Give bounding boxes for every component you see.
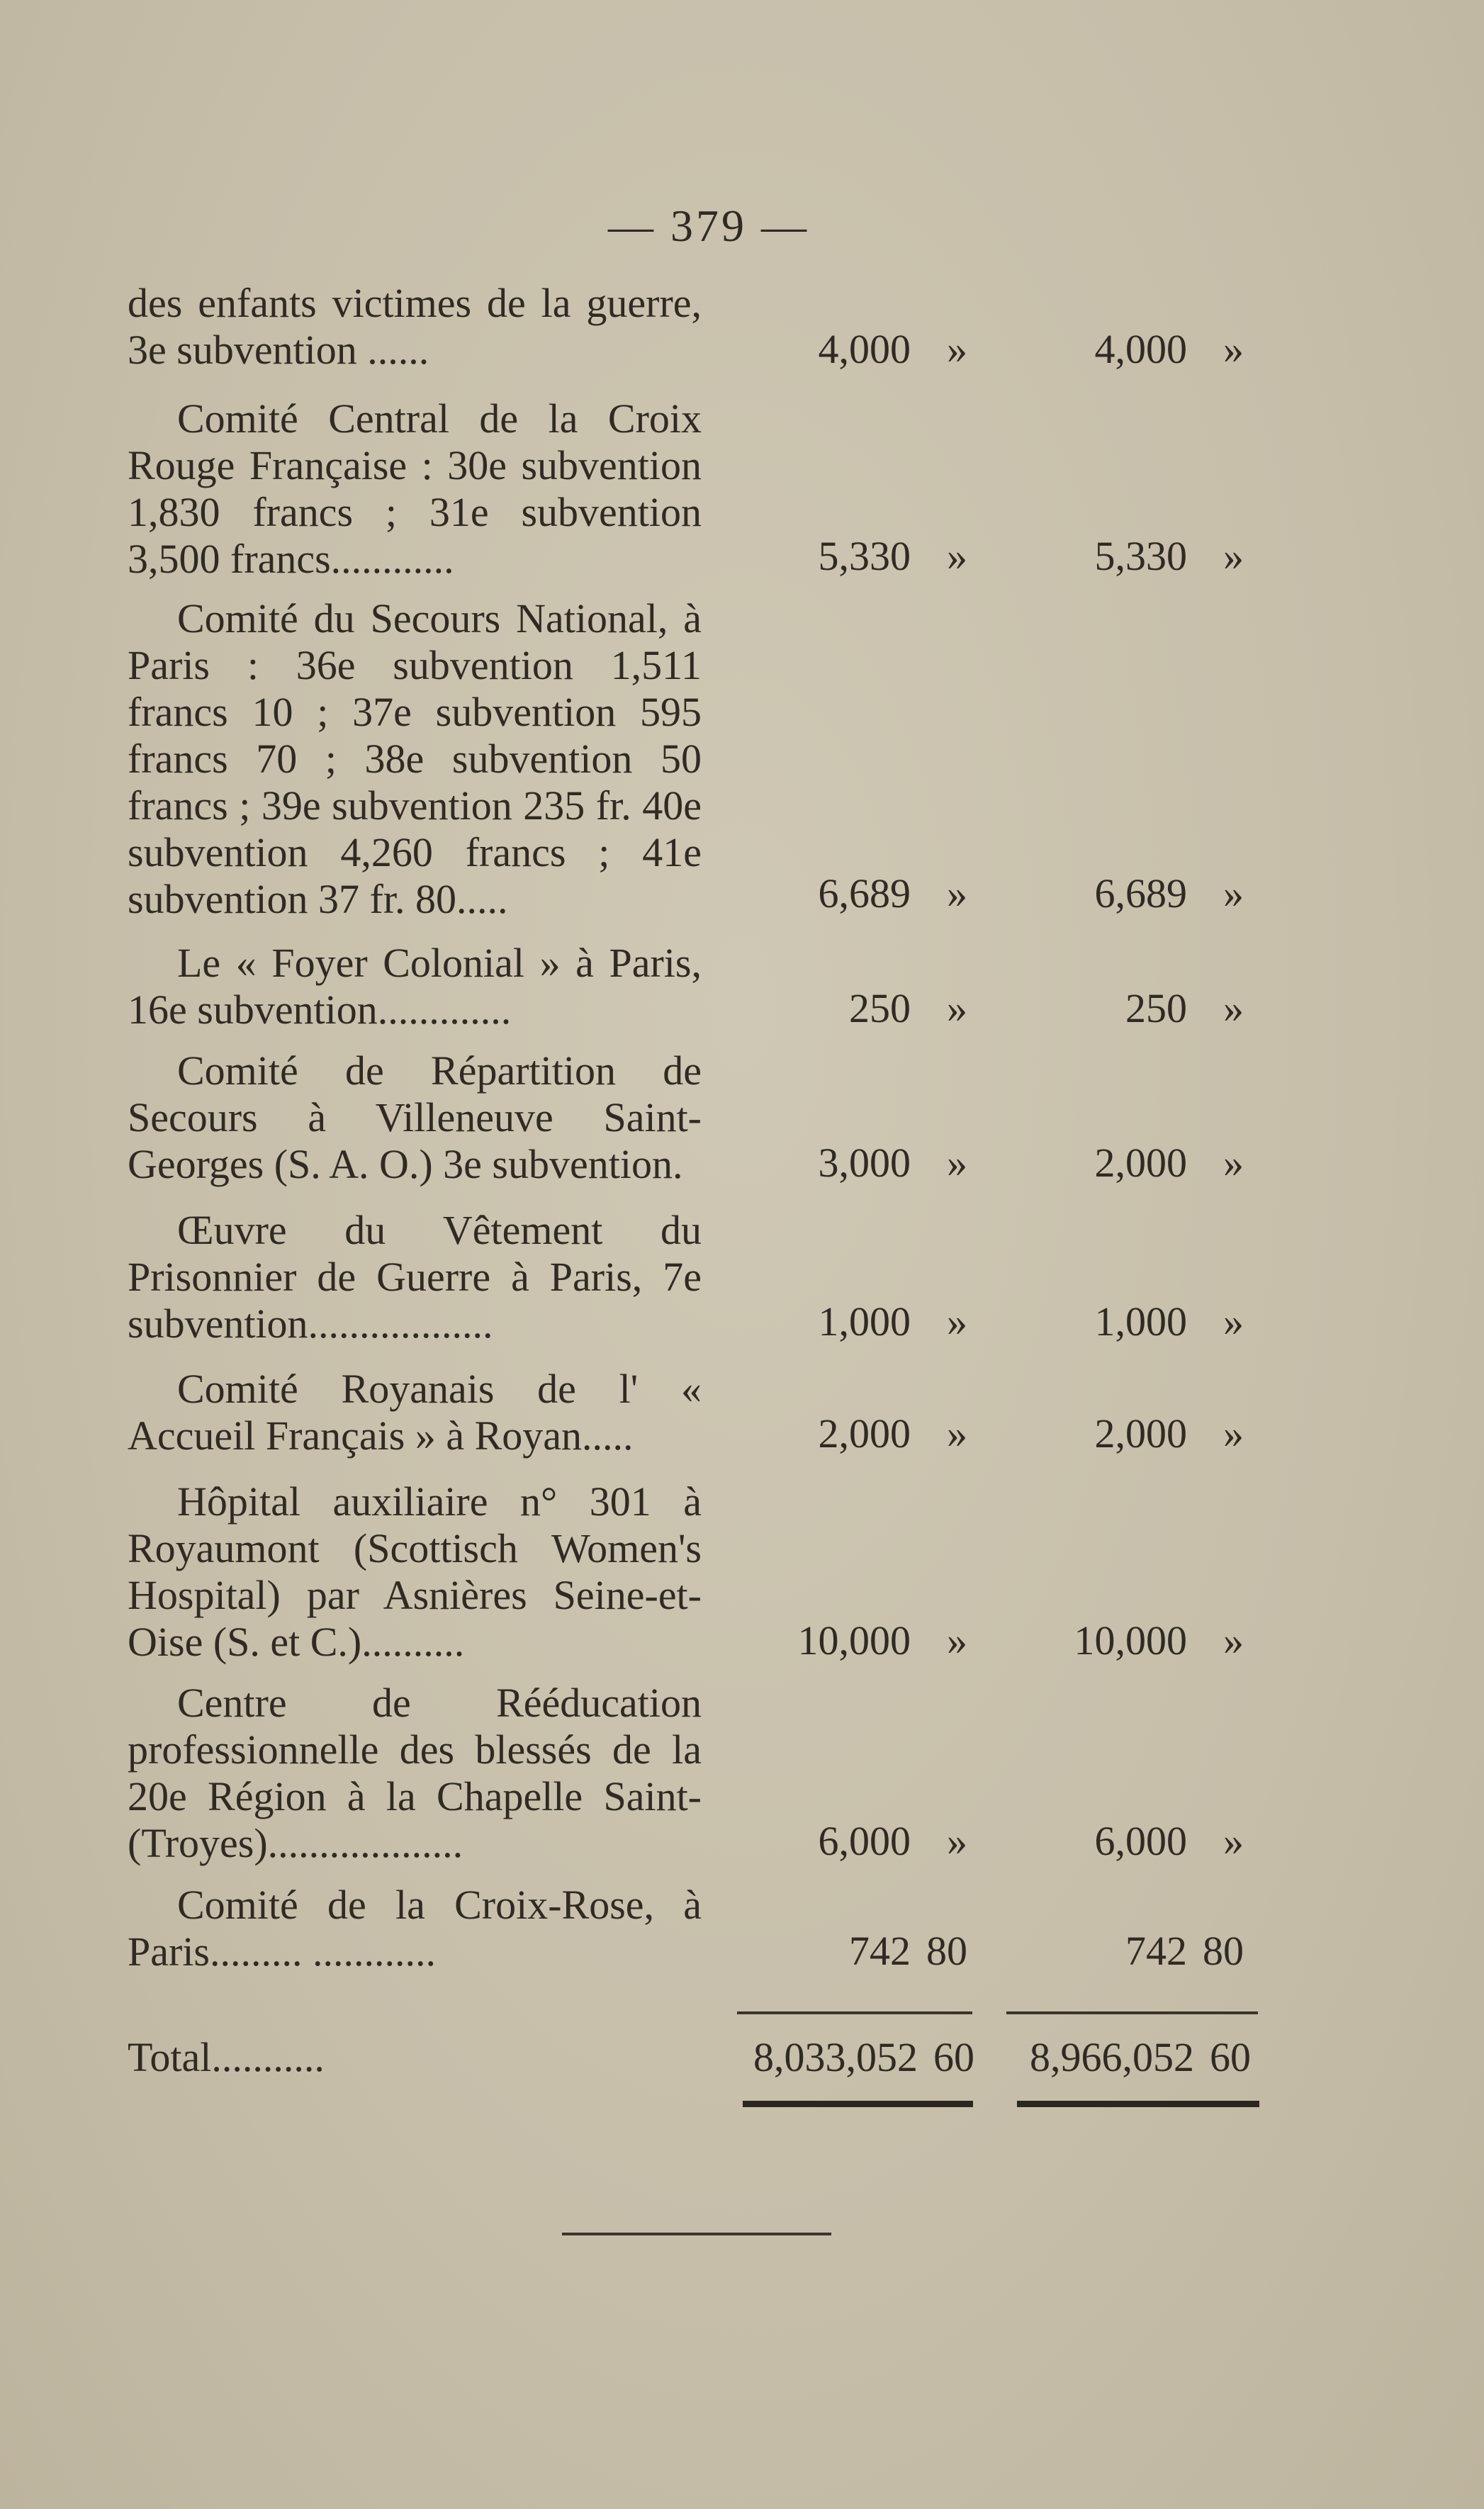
amount-value: 5,330 [818, 533, 911, 579]
entry-col2 [1006, 1410, 1261, 1457]
entry-col1 [730, 1928, 971, 1975]
entry-1 [128, 280, 702, 374]
entry-col2 [1006, 1298, 1261, 1345]
entry-text: Hôpital auxiliaire n° 301 à Royaumont (Scottisch Women's Hospital) par Asnières Seine-et-Oise (S. et C.).......... [128, 1478, 702, 1665]
total-col2 [992, 2034, 1251, 2081]
amount-value: 2,000 [1094, 1410, 1187, 1456]
entry-text: Centre de Rééducation professionnelle des blessés de la 20e Région à la Chapelle Saint-(Troyes)................... [128, 1680, 702, 1866]
entry-10 [128, 1882, 702, 1975]
entry-col2 [1006, 1140, 1261, 1186]
entry-col2 [1006, 1617, 1261, 1664]
amount-value: 6,689 [818, 870, 911, 916]
entry-col2 [1006, 1818, 1261, 1865]
amount-cents: » [1223, 870, 1244, 916]
entry-6 [128, 1207, 702, 1347]
amount-value: 1,000 [818, 1298, 911, 1345]
amount-value: 4,000 [1094, 326, 1187, 372]
entry-col1 [730, 533, 971, 580]
amount-cents: » [947, 326, 967, 372]
total-rule-col1 [737, 2011, 972, 2014]
entry-col1 [730, 985, 971, 1032]
amount-cents: » [1223, 326, 1244, 372]
entry-7 [128, 1366, 702, 1459]
amount-cents: » [1223, 1298, 1244, 1345]
amount-cents: » [1223, 1410, 1244, 1456]
amount-value: 2,000 [818, 1410, 911, 1456]
amount-cents: » [947, 1818, 967, 1864]
entry-4 [128, 940, 702, 1033]
amount-value: 742 [849, 1928, 911, 1974]
amount-cents: » [947, 870, 967, 916]
total-col1 [716, 2034, 974, 2081]
amount-cents: » [947, 1298, 967, 1345]
entry-col2 [1006, 985, 1261, 1032]
amount-cents: 80 [1203, 1928, 1244, 1974]
entry-text: Comité de la Croix-Rose, à Paris......... ............ [128, 1882, 702, 1975]
entry-text: Comité Royanais de l' « Accueil Français » à Royan..... [128, 1366, 702, 1459]
amount-value: 4,000 [818, 326, 911, 372]
amount-cents: » [1223, 1140, 1244, 1186]
amount-cents: » [947, 985, 967, 1031]
entry-col2 [1006, 1928, 1261, 1975]
entry-col1 [730, 1410, 971, 1457]
amount-value: 250 [849, 985, 911, 1031]
entry-9 [128, 1680, 702, 1867]
closing-rule [562, 2233, 831, 2235]
amount-cents: » [1223, 985, 1244, 1031]
entry-col1 [730, 1140, 971, 1186]
entry-3 [128, 595, 702, 923]
entry-text: Le « Foyer Colonial » à Paris, 16e subvention............. [128, 940, 702, 1033]
total-col2-cents: 60 [1210, 2034, 1251, 2080]
amount-value: 250 [1125, 985, 1187, 1031]
entry-5 [128, 1048, 702, 1188]
entry-col1 [730, 1617, 971, 1664]
amount-value: 742 [1125, 1928, 1187, 1974]
entry-2 [128, 395, 702, 583]
amount-cents: » [947, 1140, 967, 1186]
total-rule-col2 [1006, 2011, 1258, 2014]
entry-col1 [730, 1818, 971, 1865]
amount-cents: » [1223, 533, 1244, 579]
amount-value: 6,689 [1094, 870, 1187, 916]
total-col2-value: 8,966,052 [1030, 2034, 1194, 2080]
entry-col2 [1006, 326, 1261, 373]
amount-cents: » [947, 1410, 967, 1456]
amount-value: 5,330 [1094, 533, 1187, 579]
entry-text: Œuvre du Vêtement du Prisonnier de Guerre à Paris, 7e subvention.................. [128, 1207, 702, 1347]
amount-value: 10,000 [797, 1617, 911, 1663]
total-underline-col2 [1017, 2101, 1259, 2107]
amount-value: 6,000 [1094, 1818, 1187, 1864]
entry-text: Comité du Secours National, à Paris : 36e subvention 1,511 francs 10 ; 37e subvention 595 francs 70 ; 38e subvention 50 francs ; 39e subvention 235 fr. 40e subvention 4,260 francs ; 41e subvention 37 fr. 80..... [128, 595, 702, 922]
entry-col2 [1006, 533, 1261, 580]
amount-cents: 80 [926, 1928, 967, 1974]
amount-value: 6,000 [818, 1818, 911, 1864]
total-row [128, 2034, 702, 2081]
entry-col1 [730, 326, 971, 373]
total-col1-cents: 60 [933, 2034, 974, 2080]
entry-8 [128, 1478, 702, 1666]
amount-cents: » [947, 533, 967, 579]
amount-value: 2,000 [1094, 1140, 1187, 1186]
amount-value: 1,000 [1094, 1298, 1187, 1345]
total-underline-col1 [743, 2101, 973, 2107]
amount-cents: » [1223, 1818, 1244, 1864]
amount-value: 10,000 [1074, 1617, 1187, 1663]
total-label: Total........... [128, 2034, 325, 2080]
amount-cents: » [947, 1617, 967, 1663]
entry-text: Comité Central de la Croix Rouge Française : 30e subvention 1,830 francs ; 31e subvention 3,500 francs............ [128, 395, 702, 582]
page-number: — 379 — [608, 201, 809, 251]
total-col1-value: 8,033,052 [753, 2034, 918, 2080]
entry-text: Comité de Répartition de Secours à Villeneuve Saint-Georges (S. A. O.) 3e subvention. [128, 1048, 702, 1187]
amount-cents: » [1223, 1617, 1244, 1663]
entry-text: des enfants victimes de la guerre, 3e subvention ...... [128, 280, 702, 373]
entry-col1 [730, 1298, 971, 1345]
amount-value: 3,000 [818, 1140, 911, 1186]
entry-col2 [1006, 870, 1261, 917]
entry-col1 [730, 870, 971, 917]
